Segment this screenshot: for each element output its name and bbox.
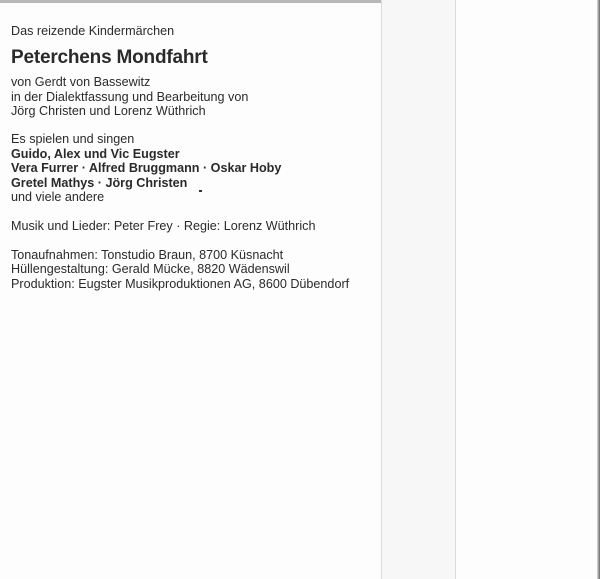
credit-line: Produktion: Eugster Musikproduktionen AG, 8600 Dübendorf [11,277,350,291]
cast-line: Gretel Mathys · Jörg Christen [11,176,188,190]
title: Peterchens Mondfahrt [11,47,208,68]
fold-line [455,0,456,579]
authorship-line: von Gerdt von Bassewitz [11,75,151,89]
cast-line: Guido, Alex und Vic Eugster [11,147,180,161]
authorship-line: in der Dialektfassung und Bearbeitung von [11,90,249,104]
authorship-line: Jörg Christen und Lorenz Wüthrich [11,104,206,118]
fold-panel-shade [382,0,455,579]
credit-line: Tonaufnahmen: Tonstudio Braun, 8700 Küsnacht [11,248,284,262]
cast-outro: und viele andere [11,190,105,204]
subtitle: Das reizende Kindermärchen [11,24,175,38]
credit-line: Hüllengestaltung: Gerald Mücke, 8820 Wädenswil [11,262,290,276]
music-direction: Musik und Lieder: Peter Frey · Regie: Lorenz Wüthrich [11,219,316,233]
paper-top-edge [0,0,382,3]
print-speck [199,190,202,192]
cast-intro: Es spielen und singen [11,132,135,146]
fold-line [381,0,382,579]
cast-line: Vera Furrer · Alfred Bruggmann · Oskar Hoby [11,161,282,175]
